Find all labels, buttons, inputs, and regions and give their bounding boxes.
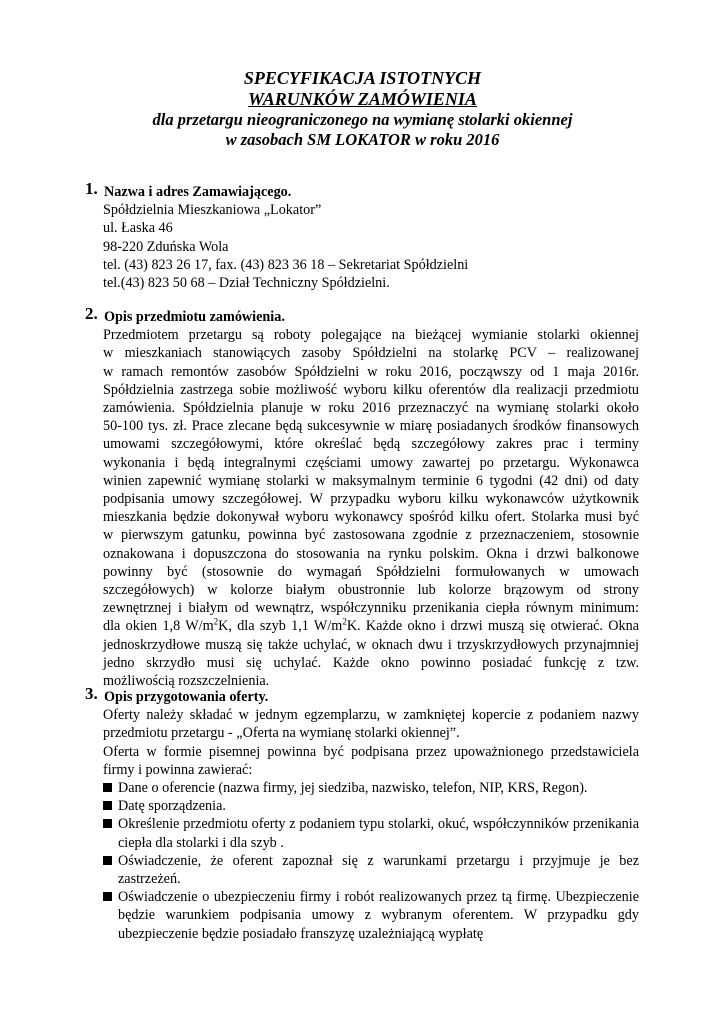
section-1: [85, 179, 639, 292]
requirements-list: [103, 779, 639, 943]
section-3-title: Opis przygotowania oferty.: [104, 689, 269, 705]
paragraph-line: 50-100 tys. zł. Prace zlecane będą sukcesywnie w miarę posiadanych środków finansowych: [103, 418, 639, 435]
paragraph-line: Przedmiotem przetargu są roboty polegające na bieżącej wymianie stolarki okiennej: [103, 327, 639, 344]
title-line-2: WARUNKÓW ZAMÓWIENIA: [248, 89, 477, 109]
superscript: 2: [342, 616, 347, 627]
square-bullet-icon: [103, 815, 118, 851]
paragraph-line: zewnętrznej i białym od wewnątrz, współczynniku przenikania ciepła równym minimum:: [103, 600, 639, 617]
square-bullet-icon: [103, 888, 118, 943]
paragraph-line: podpisania umowy szczegółowej. W przypadku wyboru kilku wykonawców użytkownik: [103, 491, 639, 508]
title-line-4: w zasobach SM LOKATOR w roku 2016: [225, 130, 500, 149]
title-line-3: dla przetargu nieograniczonego na wymianę stolarki okiennej: [152, 110, 573, 129]
section-3: [85, 684, 639, 943]
units-text: K. Każde okno i drzwi muszą się otwierać. Okna: [346, 618, 640, 635]
section-1-title: Nazwa i adres Zamawiającego.: [104, 184, 292, 200]
list-item: [103, 779, 639, 797]
paragraph-line: jednoskrzydłowe muszą się także uchylać, w oknach dwu i trzyskrzydłowych przynajmniej: [103, 636, 639, 653]
section-1-body: [103, 201, 639, 292]
section-2-heading: [85, 304, 639, 326]
document-title: [0, 68, 725, 150]
section-3-heading: [85, 684, 639, 706]
paragraph-line: wykonania i będą integralnymi częściami umowy zawartej po przetargu. Wykonawca: [103, 454, 639, 471]
square-bullet-icon: [103, 852, 118, 888]
paragraph-line: umowami szczegółowymi, które określać będą szczegółowy zakres prac i terminy: [103, 436, 639, 453]
paragraph-line: firmy i powinna zawierać:: [103, 761, 253, 778]
square-bullet-icon: [103, 797, 118, 815]
section-3-number: 3.: [85, 684, 98, 703]
list-item-text: Dane o oferencie (nazwa firmy, jej siedziba, nazwisko, telefon, NIP, KRS, Regon).: [118, 780, 588, 797]
paragraph-line: powinny być (stosownie do wymagań Spółdzielni formułowanych w umowach: [103, 563, 639, 580]
paragraph-line: mieszkania będzie dokonywał wyboru wykonawcy spośród kilku ofert. Stolarka musi być: [103, 509, 639, 526]
paragraph-line: możliwością rozszczelnienia.: [103, 673, 270, 690]
paragraph-line: szczegółowych) w kolorze białym obustronnie lub kolorze brązowym od strony: [103, 582, 639, 599]
address-line: tel.(43) 823 50 68 – Dział Techniczny Spółdzielni.: [103, 275, 390, 292]
list-item-text: Oświadczenie o ubezpieczeniu firmy i robót realizowanych przez tą firmę. Ubezpieczenie będzie warunkiem podpisania umowy z wybranym oferentem. W przypadku gdy ubezpieczenie będzie posiadało franszyzę uzależniającą wypłatę: [118, 889, 639, 942]
paragraph-line: w ramach remontów zasobów Spółdzielni w roku 2016, począwszy od 1 maja 2016r.: [103, 363, 639, 380]
list-item-text: Określenie przedmiotu oferty z podaniem typu stolarki, okuć, współczynników przenikania ciepła dla stolarki i dla szyb .: [118, 816, 639, 851]
paragraph-line: Oferta w formie pisemnej powinna być podpisana przez upoważnionego przedstawiciela: [103, 743, 639, 760]
paragraph-line: winien zapewnić wymianę stolarki w maksymalnym terminie 6 tygodni (42 dni) od daty: [103, 472, 639, 489]
section-2-body: [103, 326, 639, 690]
paragraph-line-units: [103, 617, 639, 635]
title-line-1: SPECYFIKACJA ISTOTNYCH: [243, 68, 482, 88]
paragraph-line: przedmiotu przetargu - „Oferta na wymianę stolarki okiennej”.: [103, 725, 460, 742]
list-item: [103, 852, 639, 888]
square-bullet-icon: [103, 779, 118, 797]
paragraph-line: Spółdzielnia zastrzega sobie możliwość wyboru kilku oferentów dla realizacji przedmiotu: [103, 381, 639, 398]
address-line: 98-220 Zduńska Wola: [103, 238, 229, 255]
units-text: dla okien 1,8 W/m: [103, 618, 214, 635]
list-item: [103, 888, 639, 943]
address-line: ul. Łaska 46: [103, 220, 173, 237]
section-1-heading: [85, 179, 639, 201]
units-text: K, dla szyb 1,1 W/m: [218, 618, 343, 635]
list-item-text: Datę sporządzenia.: [118, 798, 226, 815]
paragraph-line: Oferty należy składać w jednym egzemplarzu, w zamkniętej kopercie z podaniem nazwy: [103, 707, 639, 724]
section-3-body: [103, 706, 639, 779]
paragraph-line: w pierwszym gatunku, powinna być zastosowana zgodnie z przeznaczeniem, stosownie: [103, 527, 639, 544]
section-2: [85, 304, 640, 690]
paragraph-line: jedno skrzydło musi się uchylać. Każde okno powinno posiadać funkcję z tzw.: [103, 654, 639, 671]
section-2-title: Opis przedmiotu zamówienia.: [104, 309, 285, 325]
section-2-number: 2.: [85, 304, 98, 323]
paragraph-line: oznakowana i dopuszczona do stosowania na rynku polskim. Okna i drzwi balkonowe: [103, 545, 639, 562]
list-item-text: Oświadczenie, że oferent zapoznał się z warunkami przetargu i przyjmuje je bez zastrzeżeń.: [118, 852, 639, 888]
section-1-number: 1.: [85, 179, 98, 198]
paragraph-line: w mieszkaniach stanowiących zasoby Spółdzielni na stolarkę PCV – realizowanej: [103, 345, 639, 362]
list-item: [103, 815, 639, 851]
list-item: [103, 797, 639, 815]
superscript: 2: [213, 616, 219, 627]
paragraph-line: zamówienia. Spółdzielnia planuje w roku 2016 przeznaczyć na wymianę stolarki około: [103, 400, 639, 417]
address-line: tel. (43) 823 26 17, fax. (43) 823 36 18 – Sekretariat Spółdzielni: [103, 256, 469, 273]
address-line: Spółdzielnia Mieszkaniowa „Lokator”: [103, 202, 322, 219]
